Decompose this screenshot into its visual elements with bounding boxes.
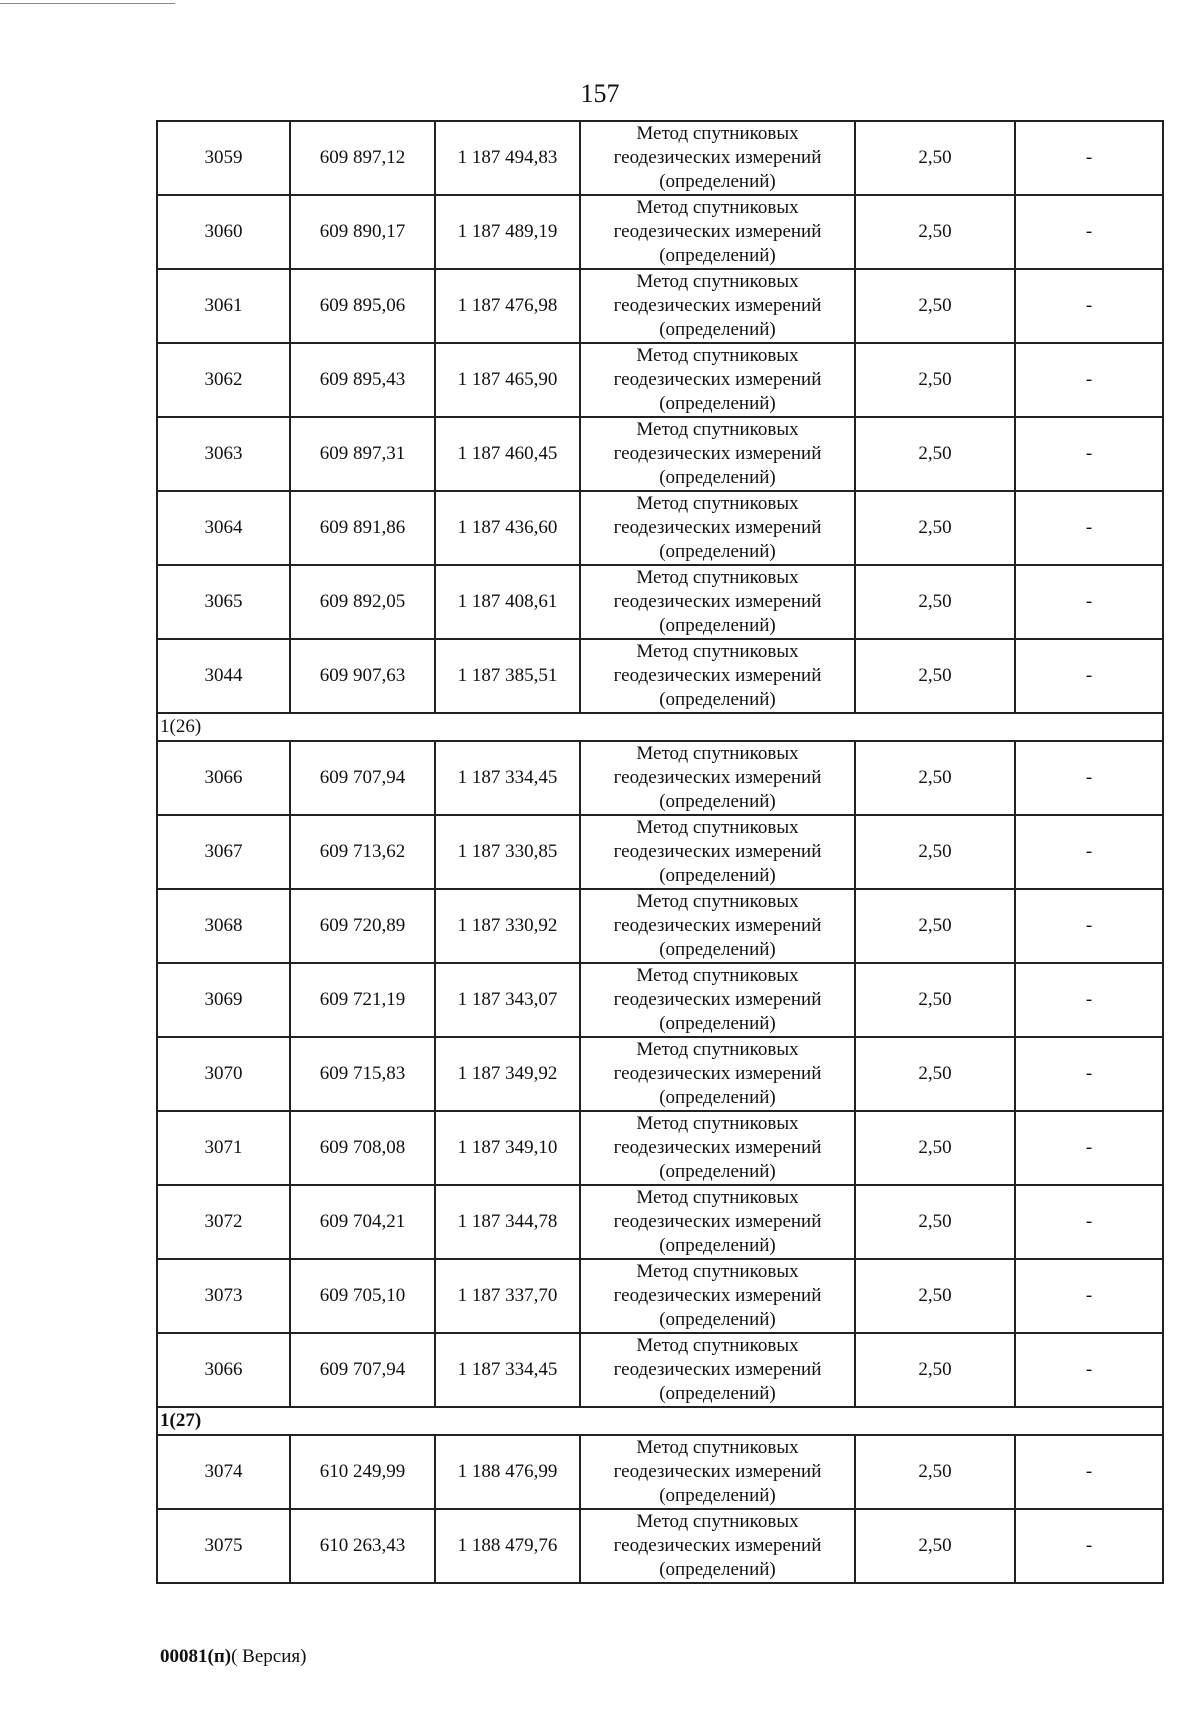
method-cell <box>580 565 855 639</box>
method-cell <box>580 1259 855 1333</box>
accuracy-cell: 2,50 <box>855 269 1015 343</box>
method-cell <box>580 491 855 565</box>
table-row <box>157 1259 1163 1333</box>
method-line: геодезических измерений <box>613 989 822 1010</box>
table-row <box>157 121 1163 195</box>
point-id-cell: 3061 <box>157 269 290 343</box>
method-cell <box>580 195 855 269</box>
point-id-cell: 3064 <box>157 491 290 565</box>
point-id-cell: 3071 <box>157 1111 290 1185</box>
table-row <box>157 1435 1163 1509</box>
point-id-cell: 3062 <box>157 343 290 417</box>
method-line: Метод спутниковых <box>636 1261 799 1282</box>
accuracy-cell: 2,50 <box>855 889 1015 963</box>
table-row <box>157 269 1163 343</box>
note-cell: - <box>1015 121 1163 195</box>
method-cell <box>580 963 855 1037</box>
point-id-cell: 3066 <box>157 741 290 815</box>
accuracy-cell: 2,50 <box>855 491 1015 565</box>
method-line: (определений) <box>659 939 776 960</box>
method-line: геодезических измерений <box>613 295 822 316</box>
method-line: (определений) <box>659 467 776 488</box>
x-coordinate-cell: 609 707,94 <box>290 741 435 815</box>
method-cell <box>580 1037 855 1111</box>
note-cell: - <box>1015 195 1163 269</box>
table-row <box>157 343 1163 417</box>
x-coordinate-cell: 609 895,43 <box>290 343 435 417</box>
accuracy-cell: 2,50 <box>855 963 1015 1037</box>
method-line: Метод спутниковых <box>636 493 799 514</box>
point-id-cell: 3070 <box>157 1037 290 1111</box>
method-line: (определений) <box>659 1161 776 1182</box>
table-row <box>157 1111 1163 1185</box>
note-cell: - <box>1015 269 1163 343</box>
method-line: геодезических измерений <box>613 443 822 464</box>
x-coordinate-cell: 609 892,05 <box>290 565 435 639</box>
group-label: 1(27) <box>157 1407 1163 1435</box>
method-line: геодезических измерений <box>613 591 822 612</box>
method-cell <box>580 1185 855 1259</box>
method-line: (определений) <box>659 1309 776 1330</box>
document-footer <box>160 1645 306 1669</box>
method-line: геодезических измерений <box>613 221 822 242</box>
accuracy-cell: 2,50 <box>855 639 1015 713</box>
y-coordinate-cell: 1 187 337,70 <box>435 1259 580 1333</box>
accuracy-cell: 2,50 <box>855 1185 1015 1259</box>
method-cell <box>580 1435 855 1509</box>
coordinates-table <box>156 120 1164 1584</box>
table-row <box>157 417 1163 491</box>
x-coordinate-cell: 609 895,06 <box>290 269 435 343</box>
method-line: (определений) <box>659 171 776 192</box>
method-line: (определений) <box>659 1013 776 1034</box>
accuracy-cell: 2,50 <box>855 121 1015 195</box>
method-cell <box>580 639 855 713</box>
accuracy-cell: 2,50 <box>855 741 1015 815</box>
y-coordinate-cell: 1 187 460,45 <box>435 417 580 491</box>
y-coordinate-cell: 1 187 334,45 <box>435 741 580 815</box>
coordinates-table-wrap <box>156 120 1162 1584</box>
method-line: геодезических измерений <box>613 841 822 862</box>
method-line: Метод спутниковых <box>636 271 799 292</box>
method-line: Метод спутниковых <box>636 743 799 764</box>
y-coordinate-cell: 1 187 408,61 <box>435 565 580 639</box>
scan-edge-line <box>0 3 175 4</box>
y-coordinate-cell: 1 187 385,51 <box>435 639 580 713</box>
note-cell: - <box>1015 491 1163 565</box>
note-cell: - <box>1015 1037 1163 1111</box>
method-line: геодезических измерений <box>613 147 822 168</box>
note-cell: - <box>1015 1333 1163 1407</box>
x-coordinate-cell: 609 705,10 <box>290 1259 435 1333</box>
method-line: (определений) <box>659 319 776 340</box>
group-header-row <box>157 1407 1163 1435</box>
x-coordinate-cell: 609 708,08 <box>290 1111 435 1185</box>
accuracy-cell: 2,50 <box>855 1111 1015 1185</box>
accuracy-cell: 2,50 <box>855 1333 1015 1407</box>
method-line: Метод спутниковых <box>636 1335 799 1356</box>
note-cell: - <box>1015 1509 1163 1583</box>
x-coordinate-cell: 609 720,89 <box>290 889 435 963</box>
point-id-cell: 3044 <box>157 639 290 713</box>
method-cell <box>580 1111 855 1185</box>
note-cell: - <box>1015 343 1163 417</box>
group-header-row <box>157 713 1163 741</box>
point-id-cell: 3060 <box>157 195 290 269</box>
point-id-cell: 3075 <box>157 1509 290 1583</box>
note-cell: - <box>1015 639 1163 713</box>
method-cell <box>580 269 855 343</box>
method-line: геодезических измерений <box>613 1137 822 1158</box>
method-cell <box>580 1333 855 1407</box>
y-coordinate-cell: 1 187 330,85 <box>435 815 580 889</box>
y-coordinate-cell: 1 187 489,19 <box>435 195 580 269</box>
method-cell <box>580 417 855 491</box>
method-cell <box>580 121 855 195</box>
method-cell <box>580 741 855 815</box>
method-line: геодезических измерений <box>613 767 822 788</box>
y-coordinate-cell: 1 187 465,90 <box>435 343 580 417</box>
y-coordinate-cell: 1 187 436,60 <box>435 491 580 565</box>
method-line: геодезических измерений <box>613 665 822 686</box>
method-line: (определений) <box>659 1485 776 1506</box>
table-body <box>157 121 1163 1583</box>
table-row <box>157 741 1163 815</box>
point-id-cell: 3067 <box>157 815 290 889</box>
note-cell: - <box>1015 963 1163 1037</box>
x-coordinate-cell: 609 713,62 <box>290 815 435 889</box>
note-cell: - <box>1015 741 1163 815</box>
y-coordinate-cell: 1 187 349,10 <box>435 1111 580 1185</box>
method-line: Метод спутниковых <box>636 891 799 912</box>
accuracy-cell: 2,50 <box>855 417 1015 491</box>
table-row <box>157 1333 1163 1407</box>
point-id-cell: 3066 <box>157 1333 290 1407</box>
note-cell: - <box>1015 1111 1163 1185</box>
table-row <box>157 889 1163 963</box>
page-number: 157 <box>580 79 620 108</box>
method-line: (определений) <box>659 865 776 886</box>
note-cell: - <box>1015 565 1163 639</box>
point-id-cell: 3068 <box>157 889 290 963</box>
y-coordinate-cell: 1 188 479,76 <box>435 1509 580 1583</box>
footer-suffix: ( Версия) <box>231 1646 307 1667</box>
point-id-cell: 3073 <box>157 1259 290 1333</box>
x-coordinate-cell: 610 249,99 <box>290 1435 435 1509</box>
footer-code: 00081(п) <box>160 1646 232 1667</box>
table-row <box>157 639 1163 713</box>
method-line: геодезических измерений <box>613 915 822 936</box>
method-line: (определений) <box>659 393 776 414</box>
y-coordinate-cell: 1 187 343,07 <box>435 963 580 1037</box>
x-coordinate-cell: 609 891,86 <box>290 491 435 565</box>
method-line: Метод спутниковых <box>636 419 799 440</box>
method-line: Метод спутниковых <box>636 567 799 588</box>
method-line: геодезических измерений <box>613 369 822 390</box>
x-coordinate-cell: 609 907,63 <box>290 639 435 713</box>
point-id-cell: 3059 <box>157 121 290 195</box>
accuracy-cell: 2,50 <box>855 1259 1015 1333</box>
method-line: Метод спутниковых <box>636 1187 799 1208</box>
method-line: Метод спутниковых <box>636 817 799 838</box>
point-id-cell: 3065 <box>157 565 290 639</box>
y-coordinate-cell: 1 187 344,78 <box>435 1185 580 1259</box>
table-row <box>157 815 1163 889</box>
method-line: Метод спутниковых <box>636 641 799 662</box>
method-line: Метод спутниковых <box>636 197 799 218</box>
accuracy-cell: 2,50 <box>855 565 1015 639</box>
method-line: (определений) <box>659 1087 776 1108</box>
point-id-cell: 3069 <box>157 963 290 1037</box>
method-line: геодезических измерений <box>613 1359 822 1380</box>
method-line: (определений) <box>659 1559 776 1580</box>
x-coordinate-cell: 609 890,17 <box>290 195 435 269</box>
x-coordinate-cell: 609 707,94 <box>290 1333 435 1407</box>
method-line: геодезических измерений <box>613 1285 822 1306</box>
method-line: Метод спутниковых <box>636 965 799 986</box>
y-coordinate-cell: 1 187 330,92 <box>435 889 580 963</box>
accuracy-cell: 2,50 <box>855 343 1015 417</box>
y-coordinate-cell: 1 187 494,83 <box>435 121 580 195</box>
x-coordinate-cell: 609 721,19 <box>290 963 435 1037</box>
table-row <box>157 491 1163 565</box>
y-coordinate-cell: 1 187 334,45 <box>435 1333 580 1407</box>
method-line: Метод спутниковых <box>636 345 799 366</box>
method-line: геодезических измерений <box>613 1535 822 1556</box>
table-row <box>157 1509 1163 1583</box>
x-coordinate-cell: 610 263,43 <box>290 1509 435 1583</box>
method-line: (определений) <box>659 1383 776 1404</box>
accuracy-cell: 2,50 <box>855 195 1015 269</box>
accuracy-cell: 2,50 <box>855 815 1015 889</box>
method-line: (определений) <box>659 791 776 812</box>
method-line: (определений) <box>659 615 776 636</box>
y-coordinate-cell: 1 187 476,98 <box>435 269 580 343</box>
table-row <box>157 963 1163 1037</box>
note-cell: - <box>1015 417 1163 491</box>
accuracy-cell: 2,50 <box>855 1509 1015 1583</box>
x-coordinate-cell: 609 715,83 <box>290 1037 435 1111</box>
table-row <box>157 195 1163 269</box>
method-line: Метод спутниковых <box>636 1113 799 1134</box>
method-line: геодезических измерений <box>613 517 822 538</box>
point-id-cell: 3072 <box>157 1185 290 1259</box>
note-cell: - <box>1015 1435 1163 1509</box>
method-cell <box>580 1509 855 1583</box>
table-row <box>157 1037 1163 1111</box>
method-cell <box>580 343 855 417</box>
method-line: геодезических измерений <box>613 1461 822 1482</box>
method-cell <box>580 889 855 963</box>
method-line: Метод спутниковых <box>636 123 799 144</box>
method-line: Метод спутниковых <box>636 1039 799 1060</box>
note-cell: - <box>1015 815 1163 889</box>
table-row <box>157 1185 1163 1259</box>
table-row <box>157 565 1163 639</box>
x-coordinate-cell: 609 704,21 <box>290 1185 435 1259</box>
point-id-cell: 3074 <box>157 1435 290 1509</box>
method-line: (определений) <box>659 689 776 710</box>
note-cell: - <box>1015 1259 1163 1333</box>
y-coordinate-cell: 1 187 349,92 <box>435 1037 580 1111</box>
method-cell <box>580 815 855 889</box>
accuracy-cell: 2,50 <box>855 1435 1015 1509</box>
x-coordinate-cell: 609 897,12 <box>290 121 435 195</box>
y-coordinate-cell: 1 188 476,99 <box>435 1435 580 1509</box>
group-label: 1(26) <box>157 713 1163 741</box>
method-line: геодезических измерений <box>613 1063 822 1084</box>
method-line: Метод спутниковых <box>636 1511 799 1532</box>
method-line: (определений) <box>659 1235 776 1256</box>
note-cell: - <box>1015 889 1163 963</box>
method-line: Метод спутниковых <box>636 1437 799 1458</box>
accuracy-cell: 2,50 <box>855 1037 1015 1111</box>
x-coordinate-cell: 609 897,31 <box>290 417 435 491</box>
method-line: геодезических измерений <box>613 1211 822 1232</box>
method-line: (определений) <box>659 245 776 266</box>
note-cell: - <box>1015 1185 1163 1259</box>
point-id-cell: 3063 <box>157 417 290 491</box>
method-line: (определений) <box>659 541 776 562</box>
